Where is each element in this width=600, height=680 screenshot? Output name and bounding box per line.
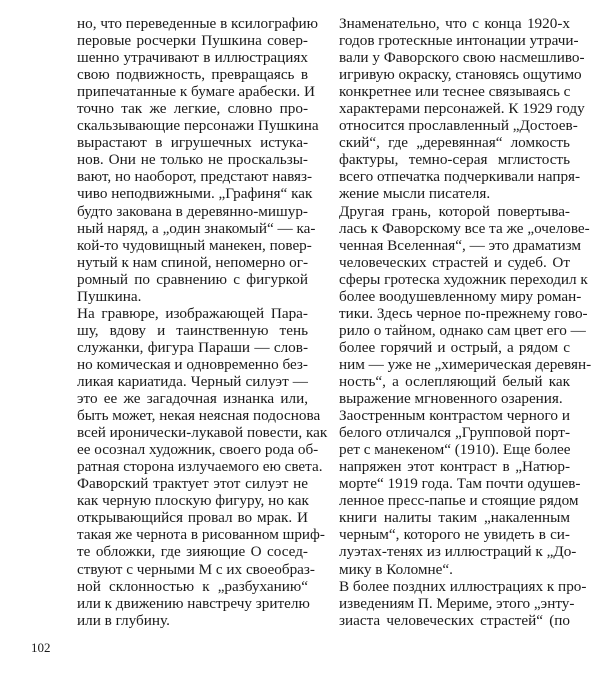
text-line: мику в Коломне“. — [339, 560, 453, 578]
text-line: всего отпечатка подчеркивали напря- — [339, 168, 581, 186]
text-line: книги налиты таким „накаленным — [339, 509, 570, 527]
text-line: Другая грань, которой повертыва- — [339, 202, 570, 220]
text-line: более горячий и острый, а рядом с — [339, 338, 570, 356]
text-line: луэтах-тенях из иллюстраций к „До- — [339, 543, 577, 561]
text-line: или в глубину. — [77, 611, 170, 629]
text-line: ленное пресс-папье и стоящие рядом — [339, 492, 579, 510]
text-line: годов гротескные интонации утрачи- — [339, 32, 579, 50]
text-line: вали у Фаворского свою насмешливо- — [339, 49, 585, 67]
text-line: более воодушевленному миру роман- — [339, 287, 582, 305]
text-line: всей иронически-лукавой повести, как — [77, 424, 328, 442]
text-line: свою подвижность, превращаясь в — [77, 66, 308, 84]
text-line: точно так же легкие, словно про- — [77, 100, 308, 118]
left-text-column — [77, 15, 328, 629]
text-line: шенно утрачивают в иллюстрациях — [77, 49, 308, 67]
text-line: или к движению навстречу зрителю — [77, 594, 310, 612]
text-line: ромный по сравнению с фигуркой — [77, 270, 308, 288]
text-line: нутый к нам спиной, непомерно ог- — [77, 253, 309, 271]
text-line: ский“, где „деревянная“ ломкость — [339, 134, 570, 152]
text-line: Фаворский трактует этот силуэт не — [77, 475, 308, 493]
text-line: те обложки, где зияющие О сосед- — [77, 543, 308, 561]
paragraph — [339, 577, 587, 629]
text-line: тики. Здесь черное по-прежнему гово- — [339, 304, 588, 322]
text-line: ее осознал художник, своего рода об- — [77, 441, 319, 459]
text-line: относится прославленный „Достоев- — [339, 117, 578, 135]
text-line: ствуют с черными М с их своеобраз- — [77, 560, 315, 578]
text-line: Знаменательно, что с конца 1920-х — [339, 15, 570, 32]
text-line: ратная сторона излучаемого ею света. — [77, 458, 323, 476]
text-line: но, что переведенные в ксилографию — [77, 15, 318, 32]
text-line: сферы гротеска художник переходил к — [339, 270, 588, 288]
paragraph — [77, 304, 328, 629]
text-line: напряжен этот контраст в „Натюр- — [339, 458, 570, 476]
text-line: изведениям П. Мериме, этого „энту- — [339, 594, 575, 612]
text-line: ним — уже не „химерическая деревян- — [339, 355, 592, 373]
text-line: конкретнее или теснее связываясь с — [339, 83, 571, 101]
text-line: перовые росчерки Пушкина совер- — [77, 32, 308, 50]
text-line: ликая кариатида. Черный силуэт — — [77, 372, 308, 390]
text-line: скальзывающие персонажи Пушкина — [77, 117, 319, 135]
text-line: На гравюре, изображающей Пара- — [77, 304, 308, 322]
text-line: выражение мгновенного озарения. — [339, 390, 563, 408]
text-line: чиво неподвижными. „Графиня“ как — [77, 185, 313, 203]
text-line: фактуры, темно-серая мглистость — [339, 151, 570, 169]
text-line: быть может, некая неясная подоснова — [77, 407, 321, 425]
text-line: игривую окраску, становясь ощутимо — [339, 66, 582, 84]
text-line: припечатанные к бумаге арабески. И — [77, 83, 315, 101]
text-line: ность“, а ослепляющий белый как — [339, 372, 570, 390]
text-line: но комическая и одновременно без- — [77, 355, 308, 373]
text-line: рет с манекеном“ (1910). Еще более — [339, 441, 571, 459]
text-line: открывающийся провал во мрак. И — [77, 509, 308, 527]
text-line: это ее же загадочная изнанка или, — [77, 390, 308, 408]
text-line: Пушкина. — [77, 287, 142, 305]
text-line: служанки, фигура Параши — слов- — [77, 338, 308, 356]
text-line: как черную плоскую фигуру, но как — [77, 492, 309, 510]
text-line: В более поздних иллюстрациях к про- — [339, 577, 587, 595]
text-line: нов. Они не только не проскальзы- — [77, 151, 308, 169]
text-line: морте“ 1919 года. Там почти одушев- — [339, 475, 581, 493]
text-line: зиаста человеческих страстей“ (по — [339, 611, 570, 629]
text-line: Заостренным контрастом черного и — [339, 407, 570, 425]
paragraph — [339, 407, 581, 578]
text-line: жение мысли писателя. — [339, 185, 491, 203]
text-line: такая же чернота в рисованном шриф- — [77, 526, 325, 544]
text-line: вырастают в игрушечных истука- — [77, 134, 308, 152]
text-line: рило о тайном, однако сам цвет его — — [339, 321, 586, 339]
text-line: вают, но наоборот, предстают навяз- — [77, 168, 313, 186]
text-line: человеческих страстей и судеб. От — [339, 253, 570, 271]
text-line: ный наряд, а „один знакомый“ — ка- — [77, 219, 316, 237]
paragraph — [339, 202, 592, 408]
text-line: черным“, которого не увидеть в си- — [339, 526, 570, 544]
text-line: лась к Фаворскому все та же „очелове- — [339, 219, 590, 237]
page-number: 102 — [31, 640, 51, 655]
text-line: шу, вдову и таинственную тень — [77, 321, 308, 339]
paragraph — [339, 15, 585, 203]
text-line: белого отличался „Групповой порт- — [339, 424, 570, 442]
paragraph — [77, 15, 319, 305]
text-line: характерами персонажей. К 1929 году — [339, 100, 585, 118]
right-text-column — [339, 15, 592, 629]
text-line: будто закована в деревянно-мишур- — [77, 202, 308, 220]
text-line: ной склонностью к „разбуханию“ — [77, 577, 308, 595]
text-line: кой-то чудовищный манекен, повер- — [77, 236, 312, 254]
text-line: ченная Вселенная“, — это драматизм — [339, 236, 581, 254]
